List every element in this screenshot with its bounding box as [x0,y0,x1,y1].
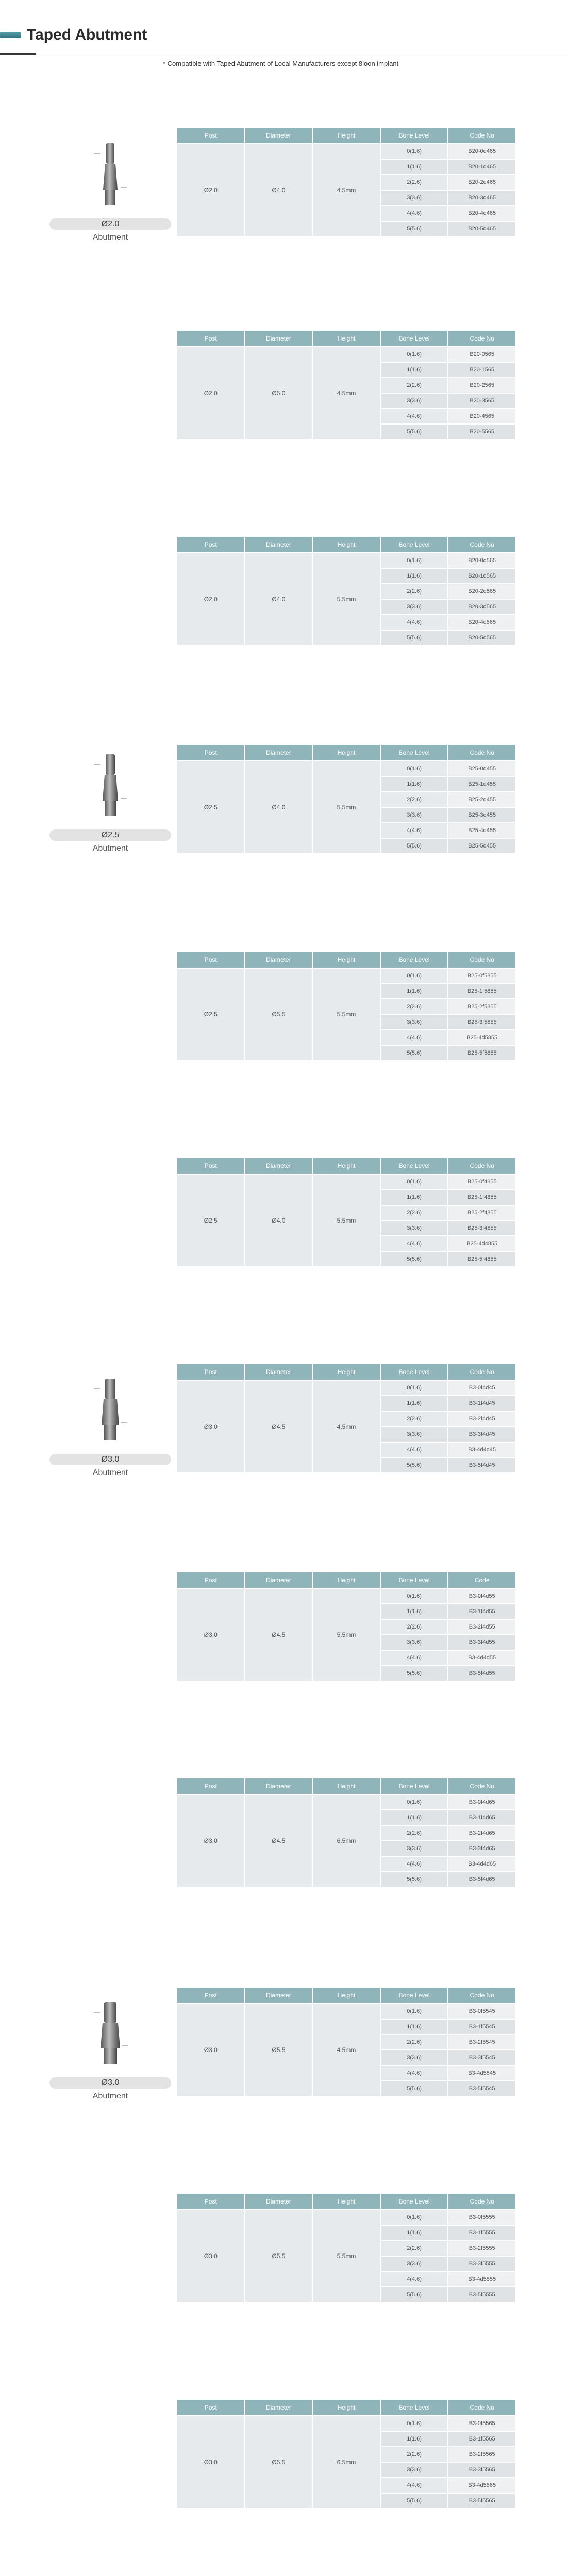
bone-level-cell: 3(3.6) [381,1221,448,1235]
code-cell: B3-2f4d45 [448,1412,515,1426]
header-diameter: Diameter [245,1158,312,1174]
post-cell: Ø3.0 [177,1795,244,1887]
diameter-cell: Ø5.5 [245,2416,312,2508]
code-cell: B3-0f5555 [448,2210,515,2225]
code-cell: B25-5f4855 [448,1252,515,1266]
header-code: Code No [448,1988,515,2003]
product-card [49,749,171,853]
spec-table [176,2399,516,2509]
post-cell: Ø2.0 [177,553,244,645]
bone-level-cell: 0(1.6) [381,969,448,983]
bone-level-cell: 0(1.6) [381,1795,448,1809]
height-cell: 5.5mm [313,1589,380,1681]
header-code: Code No [448,745,515,760]
code-cell: B25-4d5855 [448,1030,515,1045]
abutment-icon [79,1374,141,1451]
diameter-cell: Ø4.0 [245,1175,312,1266]
post-cell: Ø2.0 [177,347,244,439]
height-cell: 4.5mm [313,144,380,236]
post-cell: Ø2.5 [177,761,244,853]
table-row [177,1175,515,1189]
bone-level-cell: 5(5.6) [381,1666,448,1681]
code-cell: B3-5f5555 [448,2287,515,2302]
header-diameter: Diameter [245,952,312,968]
bone-level-cell: 1(1.6) [381,2020,448,2034]
header-height: Height [313,745,380,760]
bone-level-cell: 5(5.6) [381,631,448,645]
bone-level-cell: 4(4.6) [381,206,448,221]
header-bone-level: Bone Level [381,1572,448,1588]
bone-level-cell: 5(5.6) [381,2494,448,2508]
spec-table [176,1363,516,1473]
header-height: Height [313,128,380,143]
diameter-cell: Ø5.0 [245,347,312,439]
bone-level-cell: 4(4.6) [381,1030,448,1045]
product-size: Ø2.0 [49,218,171,230]
spec-table [176,330,516,440]
product-name: Abutment [92,2092,128,2100]
header-bone-level: Bone Level [381,1158,448,1174]
header-post: Post [177,2194,244,2209]
product-name: Abutment [92,844,128,853]
product-name: Abutment [92,233,128,242]
code-cell: B20-2d565 [448,584,515,599]
bone-level-cell: 0(1.6) [381,2416,448,2431]
height-cell: 4.5mm [313,1381,380,1472]
code-cell: B25-1d455 [448,777,515,791]
bone-level-cell: 0(1.6) [381,2210,448,2225]
header-post: Post [177,745,244,760]
table-row [177,1381,515,1395]
code-cell: B3-2f4d65 [448,1826,515,1840]
code-cell: B25-1f5855 [448,984,515,998]
spec-table [176,536,516,646]
header-post: Post [177,952,244,968]
table-row [177,2210,515,2225]
header-diameter: Diameter [245,1988,312,2003]
header-code: Code No [448,537,515,552]
diameter-cell: Ø5.5 [245,2210,312,2302]
code-cell: B25-0f5855 [448,969,515,983]
bone-level-cell: 0(1.6) [381,1175,448,1189]
header-bone-level: Bone Level [381,1778,448,1794]
height-cell: 6.5mm [313,1795,380,1887]
diameter-cell: Ø5.5 [245,2004,312,2096]
bone-level-cell: 4(4.6) [381,1651,448,1665]
header-height: Height [313,331,380,346]
bone-level-cell: 1(1.6) [381,1810,448,1825]
bone-level-cell: 3(3.6) [381,1841,448,1856]
code-cell: B25-3d455 [448,808,515,822]
code-cell: B3-2f5565 [448,2447,515,2462]
code-cell: B25-0d455 [448,761,515,776]
code-cell: B3-3f5545 [448,2050,515,2065]
header-diameter: Diameter [245,1572,312,1588]
code-cell: B20-5565 [448,425,515,439]
header-bone-level: Bone Level [381,537,448,552]
product-card [49,1997,171,2101]
bone-level-cell: 0(1.6) [381,1589,448,1603]
code-cell: B25-5f5855 [448,1046,515,1060]
header-post: Post [177,331,244,346]
bone-level-cell: 1(1.6) [381,777,448,791]
bone-level-cell: 1(1.6) [381,2432,448,2446]
bone-level-cell: 0(1.6) [381,1381,448,1395]
bone-level-cell: 5(5.6) [381,425,448,439]
code-cell: B25-4d455 [448,823,515,838]
code-cell: B3-1f4d55 [448,1604,515,1619]
code-cell: B20-3d465 [448,191,515,205]
bone-level-cell: 1(1.6) [381,1396,448,1411]
spec-table [176,1157,516,1267]
code-cell: B20-0565 [448,347,515,362]
bone-level-cell: 2(2.6) [381,999,448,1014]
code-cell: B3-4d4d55 [448,1651,515,1665]
spec-table [176,951,516,1061]
bone-level-cell: 5(5.6) [381,1872,448,1887]
code-cell: B20-3d565 [448,600,515,614]
table-row [177,969,515,983]
code-cell: B25-3f5855 [448,1015,515,1029]
bone-level-cell: 5(5.6) [381,839,448,853]
post-cell: Ø3.0 [177,2210,244,2302]
diameter-cell: Ø4.5 [245,1589,312,1681]
header-bone-level: Bone Level [381,745,448,760]
code-cell: B3-3f5555 [448,2257,515,2271]
header-diameter: Diameter [245,1364,312,1380]
table-row [177,347,515,362]
code-cell: B20-0d565 [448,553,515,568]
header-height: Height [313,1572,380,1588]
code-cell: B3-1f5555 [448,2226,515,2240]
header-diameter: Diameter [245,2194,312,2209]
code-cell: B3-5f5545 [448,2081,515,2096]
height-cell: 4.5mm [313,347,380,439]
code-cell: B25-0f4855 [448,1175,515,1189]
code-cell: B20-5d565 [448,631,515,645]
header-post: Post [177,2400,244,2415]
code-cell: B3-4d5545 [448,2066,515,2080]
code-cell: B25-2f4855 [448,1206,515,1220]
header-code: Code No [448,1158,515,1174]
diameter-cell: Ø4.0 [245,144,312,236]
product-card [49,1374,171,1478]
header-post: Post [177,1572,244,1588]
product-name: Abutment [92,1468,128,1477]
bone-level-cell: 5(5.6) [381,1252,448,1266]
bone-level-cell: 2(2.6) [381,1206,448,1220]
table-row [177,553,515,568]
code-cell: B20-1565 [448,363,515,377]
code-cell: B20-2565 [448,378,515,393]
height-cell: 5.5mm [313,2210,380,2302]
bone-level-cell: 3(3.6) [381,394,448,408]
header-post: Post [177,1778,244,1794]
bone-level-cell: 0(1.6) [381,553,448,568]
code-cell: B3-0f4d45 [448,1381,515,1395]
spec-table [176,1571,516,1682]
code-cell: B20-5d465 [448,222,515,236]
bone-level-cell: 5(5.6) [381,2287,448,2302]
bone-level-cell: 0(1.6) [381,761,448,776]
header-bone-level: Bone Level [381,331,448,346]
bone-level-cell: 3(3.6) [381,600,448,614]
code-cell: B3-4d4d65 [448,1857,515,1871]
bone-level-cell: 3(3.6) [381,2463,448,2477]
header-post: Post [177,1158,244,1174]
header-bone-level: Bone Level [381,2400,448,2415]
header-bone-level: Bone Level [381,952,448,968]
bone-level-cell: 1(1.6) [381,2226,448,2240]
height-cell: 4.5mm [313,2004,380,2096]
code-cell: B20-2d465 [448,175,515,190]
bone-level-cell: 1(1.6) [381,984,448,998]
code-cell: B25-5d455 [448,839,515,853]
header-post: Post [177,537,244,552]
code-cell: B3-2f4d55 [448,1620,515,1634]
abutment-icon [79,749,141,826]
spec-table [176,1777,516,1888]
table-row [177,144,515,159]
post-cell: Ø2.5 [177,1175,244,1266]
code-cell: B20-4565 [448,409,515,423]
title-divider-accent [0,53,36,55]
code-cell: B3-3f4d55 [448,1635,515,1650]
bone-level-cell: 1(1.6) [381,160,448,174]
bone-level-cell: 3(3.6) [381,808,448,822]
bone-level-cell: 4(4.6) [381,2066,448,2080]
compatibility-note: * Compatible with Taped Abutment of Local Manufacturers except 8loon implant [163,60,399,67]
code-cell: B3-0f5545 [448,2004,515,2019]
header-diameter: Diameter [245,745,312,760]
diameter-cell: Ø5.5 [245,969,312,1060]
table-row [177,2004,515,2019]
table-row [177,2416,515,2431]
code-cell: B20-0d465 [448,144,515,159]
page-title: Taped Abutment [27,26,147,43]
product-size: Ø3.0 [49,2077,171,2089]
header-code: Code No [448,2194,515,2209]
bone-level-cell: 4(4.6) [381,2272,448,2286]
bone-level-cell: 2(2.6) [381,2447,448,2462]
bone-level-cell: 2(2.6) [381,792,448,807]
bone-level-cell: 2(2.6) [381,175,448,190]
spec-table [176,2193,516,2303]
post-cell: Ø2.0 [177,144,244,236]
header-code: Code No [448,1364,515,1380]
bone-level-cell: 3(3.6) [381,2050,448,2065]
header-code: Code No [448,128,515,143]
header-diameter: Diameter [245,2400,312,2415]
bone-level-cell: 3(3.6) [381,1635,448,1650]
bone-level-cell: 5(5.6) [381,2081,448,2096]
diameter-cell: Ø4.5 [245,1381,312,1472]
code-cell: B3-0f4d55 [448,1589,515,1603]
bone-level-cell: 4(4.6) [381,823,448,838]
code-cell: B25-2f5855 [448,999,515,1014]
bone-level-cell: 4(4.6) [381,2478,448,2493]
bone-level-cell: 0(1.6) [381,144,448,159]
code-cell: B3-5f5565 [448,2494,515,2508]
bone-level-cell: 5(5.6) [381,1458,448,1472]
code-cell: B3-4d4d45 [448,1443,515,1457]
header-height: Height [313,1778,380,1794]
diameter-cell: Ø4.0 [245,761,312,853]
bone-level-cell: 4(4.6) [381,1236,448,1251]
header-code: Code No [448,1778,515,1794]
header-bone-level: Bone Level [381,1988,448,2003]
code-cell: B3-5f4d65 [448,1872,515,1887]
post-cell: Ø3.0 [177,1381,244,1472]
table-row [177,1589,515,1603]
bone-level-cell: 4(4.6) [381,615,448,630]
bone-level-cell: 0(1.6) [381,2004,448,2019]
code-cell: B3-3f5565 [448,2463,515,2477]
diameter-cell: Ø4.0 [245,553,312,645]
height-cell: 5.5mm [313,553,380,645]
code-cell: B3-3f4d45 [448,1427,515,1442]
diameter-cell: Ø4.5 [245,1795,312,1887]
bone-level-cell: 4(4.6) [381,409,448,423]
header-code: Code No [448,2400,515,2415]
header-bone-level: Bone Level [381,128,448,143]
header-height: Height [313,1364,380,1380]
header-height: Height [313,537,380,552]
code-cell: B3-5f4d45 [448,1458,515,1472]
height-cell: 5.5mm [313,969,380,1060]
post-cell: Ø3.0 [177,2004,244,2096]
code-cell: B25-4d4855 [448,1236,515,1251]
table-row [177,761,515,776]
bone-level-cell: 2(2.6) [381,1620,448,1634]
header-post: Post [177,128,244,143]
header-height: Height [313,1158,380,1174]
bone-level-cell: 1(1.6) [381,569,448,583]
code-cell: B3-1f4d45 [448,1396,515,1411]
header-bone-level: Bone Level [381,1364,448,1380]
bone-level-cell: 1(1.6) [381,1604,448,1619]
height-cell: 6.5mm [313,2416,380,2508]
title-accent-bar [0,32,21,38]
header-diameter: Diameter [245,128,312,143]
abutment-icon [79,1997,141,2074]
post-cell: Ø3.0 [177,2416,244,2508]
code-cell: B25-2d455 [448,792,515,807]
code-cell: B3-4d5555 [448,2272,515,2286]
bone-level-cell: 5(5.6) [381,1046,448,1060]
header-code: Code No [448,331,515,346]
product-card [49,138,171,242]
code-cell: B3-2f5555 [448,2241,515,2256]
post-cell: Ø3.0 [177,1589,244,1681]
header-height: Height [313,2194,380,2209]
spec-table [176,1987,516,2097]
header-height: Height [313,1988,380,2003]
height-cell: 5.5mm [313,1175,380,1266]
code-cell: B3-0f4d65 [448,1795,515,1809]
bone-level-cell: 2(2.6) [381,378,448,393]
code-cell: B20-4d565 [448,615,515,630]
product-size: Ø2.5 [49,829,171,841]
bone-level-cell: 2(2.6) [381,584,448,599]
header-height: Height [313,2400,380,2415]
header-code: Code [448,1572,515,1588]
header-diameter: Diameter [245,1778,312,1794]
bone-level-cell: 4(4.6) [381,1443,448,1457]
code-cell: B25-1f4855 [448,1190,515,1205]
code-cell: B25-3f4855 [448,1221,515,1235]
code-cell: B20-1d565 [448,569,515,583]
product-size: Ø3.0 [49,1454,171,1465]
header-diameter: Diameter [245,537,312,552]
code-cell: B3-3f4d65 [448,1841,515,1856]
header-diameter: Diameter [245,331,312,346]
bone-level-cell: 2(2.6) [381,1412,448,1426]
code-cell: B3-4d5565 [448,2478,515,2493]
bone-level-cell: 2(2.6) [381,2035,448,2049]
header-code: Code No [448,952,515,968]
code-cell: B3-5f4d55 [448,1666,515,1681]
code-cell: B20-1d465 [448,160,515,174]
bone-level-cell: 3(3.6) [381,1015,448,1029]
bone-level-cell: 2(2.6) [381,1826,448,1840]
code-cell: B3-1f4d65 [448,1810,515,1825]
bone-level-cell: 5(5.6) [381,222,448,236]
bone-level-cell: 3(3.6) [381,1427,448,1442]
code-cell: B20-3565 [448,394,515,408]
table-row [177,1795,515,1809]
abutment-icon [79,138,141,215]
bone-level-cell: 2(2.6) [381,2241,448,2256]
page-title-bar [0,25,147,45]
header-height: Height [313,952,380,968]
header-bone-level: Bone Level [381,2194,448,2209]
code-cell: B3-1f5565 [448,2432,515,2446]
bone-level-cell: 4(4.6) [381,1857,448,1871]
bone-level-cell: 1(1.6) [381,1190,448,1205]
height-cell: 5.5mm [313,761,380,853]
code-cell: B3-1f5545 [448,2020,515,2034]
code-cell: B3-0f5565 [448,2416,515,2431]
bone-level-cell: 1(1.6) [381,363,448,377]
header-post: Post [177,1364,244,1380]
code-cell: B20-4d465 [448,206,515,221]
header-post: Post [177,1988,244,2003]
bone-level-cell: 0(1.6) [381,347,448,362]
code-cell: B3-2f5545 [448,2035,515,2049]
bone-level-cell: 3(3.6) [381,2257,448,2271]
post-cell: Ø2.5 [177,969,244,1060]
bone-level-cell: 3(3.6) [381,191,448,205]
spec-table [176,744,516,854]
spec-table [176,127,516,237]
